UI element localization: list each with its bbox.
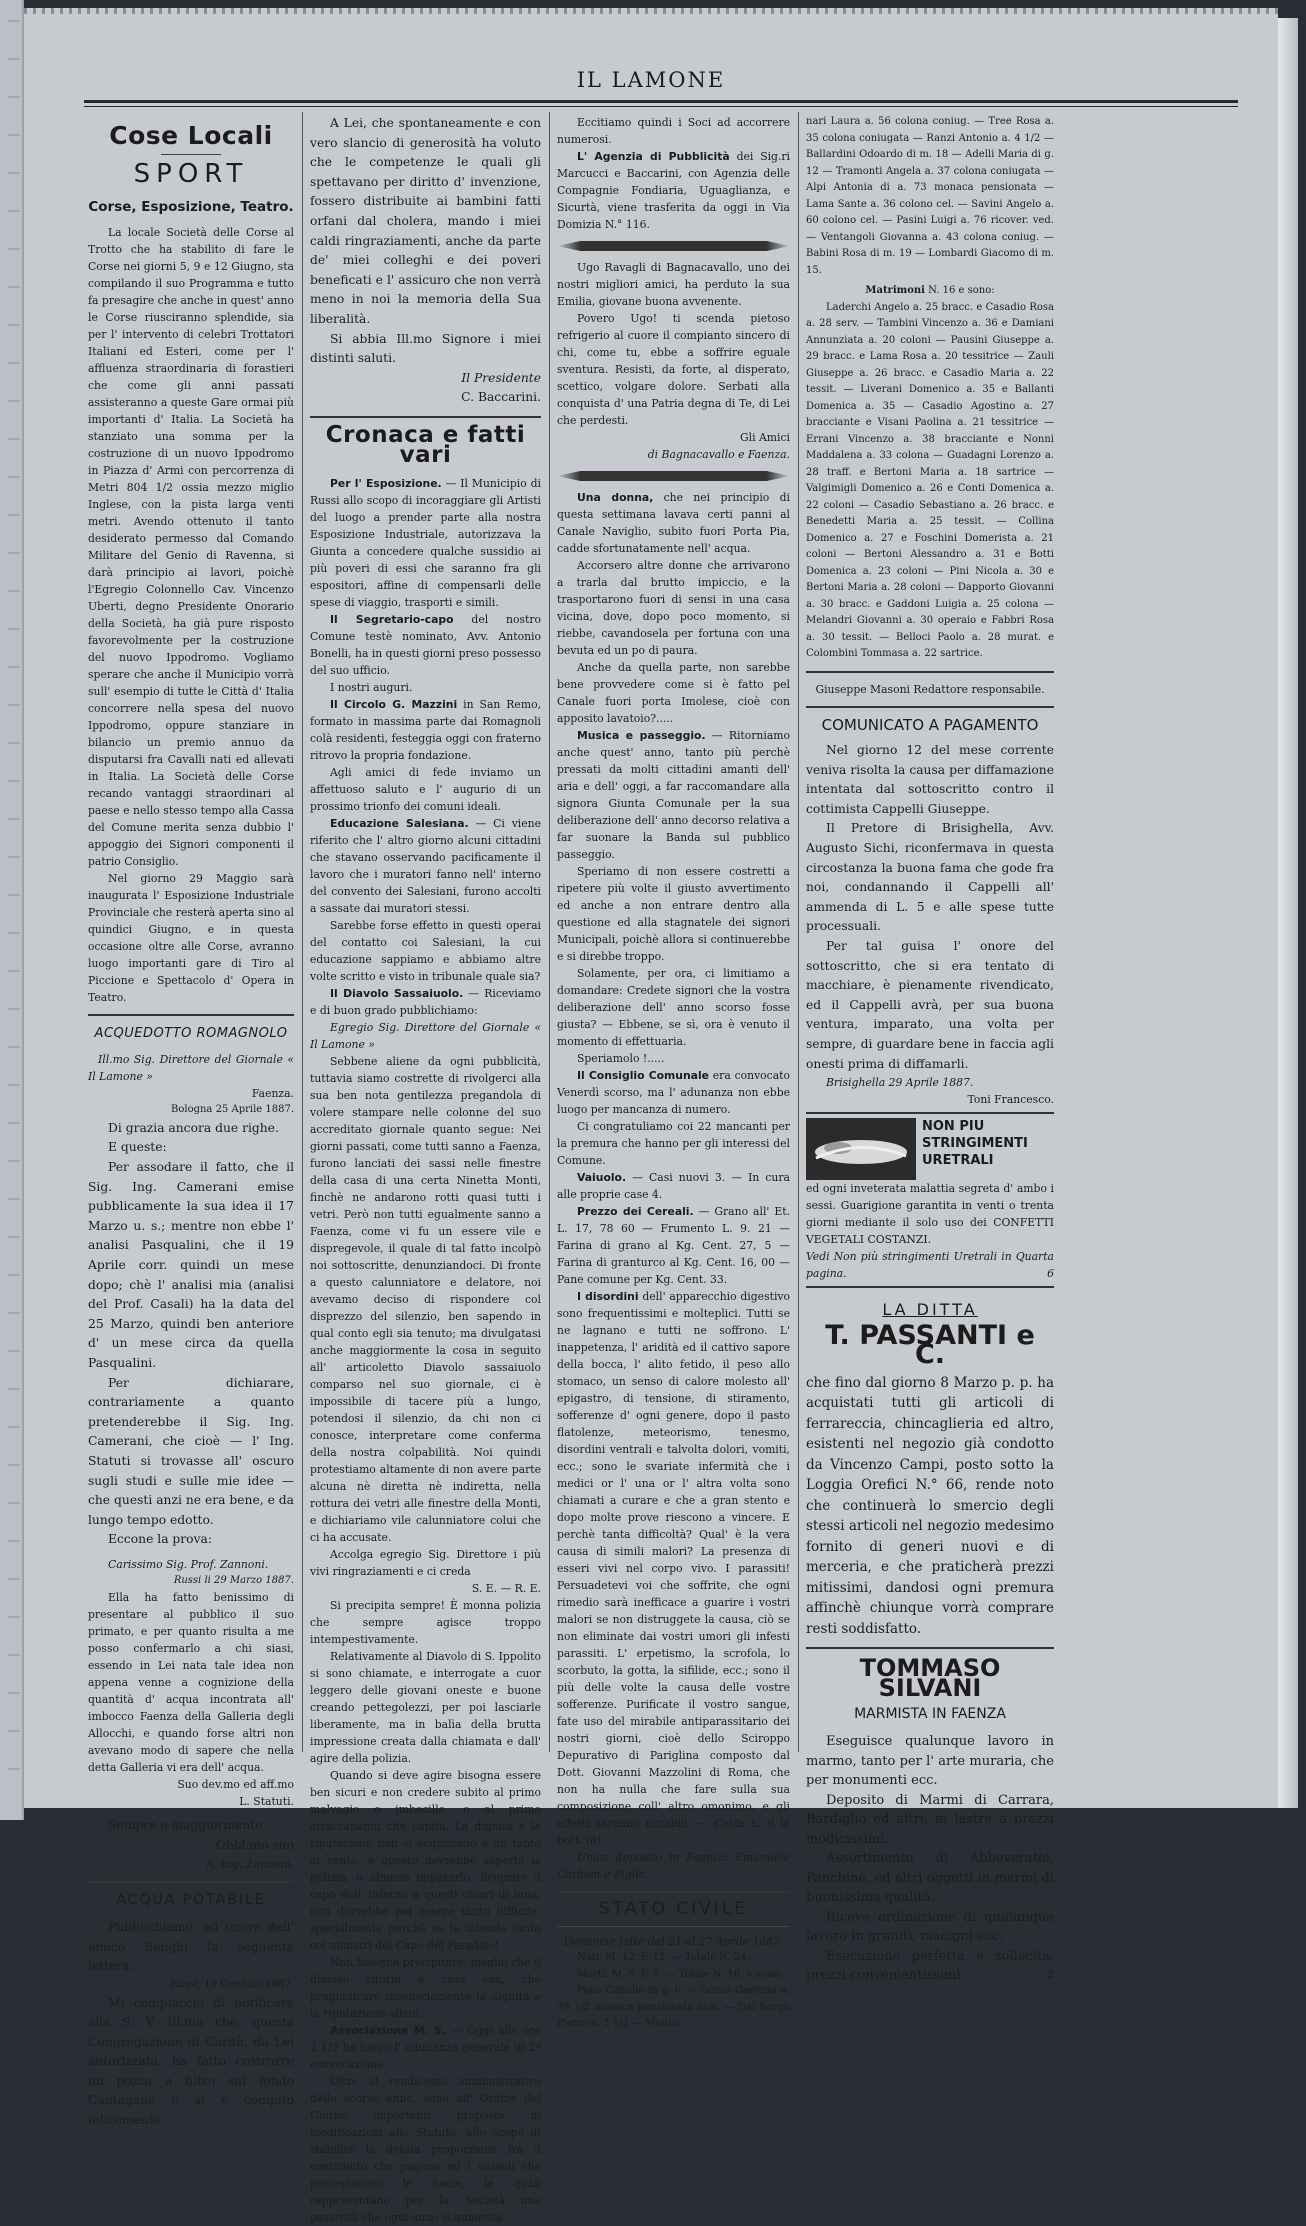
letter-salutation: Egregio Sig. Direttore del Giornale « Il Lamone » [310,1021,541,1052]
acquedotto-paragraph: E queste: [108,1140,167,1155]
stato-civile-title: STATO CIVILE [598,1899,749,1919]
news-item [557,1067,790,1118]
column-divider [302,112,303,1752]
news-body: — Ci viene riferito che l' altro giorno alcuni cittadini che stavano osservando pacificamente il lavoro che i muratori fanno nell' interno del convento dei Salesiani, furono accolti a sassate dai muratori stessi. [310,817,541,916]
acqua-potabile-paragraph: Mi compiaccio di notificare alla S. V. Ill.ma che, questa Congregazione di Carità, da Lei autorizzata, ha fatto costrurre un pozzo a filtro sul fondo Cantagallo e si è compito felicemente. [88,1995,294,2128]
news-lead: Associazione M. S. [330,2024,446,2038]
news-lead: L' Agenzia di Pubblicità [577,150,730,163]
silvani-paragraph: Assortimento di Abbeveratoi, Panchine, ed altri oggetti in marmi di buonissima qualità. [806,1851,1054,1906]
news-item [557,727,790,863]
comunicato-title: COMUNICATO A PAGAMENTO [821,715,1039,734]
header-rule-thin [84,106,1238,107]
divider [557,1926,790,1927]
divider [161,154,221,155]
previous-page-edge [0,0,24,1820]
news-lead: Per l' Esposizione. [330,477,442,491]
page-binding-marks [8,20,20,1800]
letter-close: Suo dev.mo ed aff.mo [177,1778,294,1792]
obituary-signature: Gli Amici [740,431,790,444]
news-body: Sarebbe forse effetto in questi operai del contatto coi Salesiani, la cui educazione sappiamo e abbiamo altre volte scritto e visto in tribunale quale sia? [310,919,541,984]
news-lead: Una donna, [577,491,654,504]
marriages-count: N. 16 e sono: [928,285,995,296]
letter-signer-name: C. Baccarini. [461,390,541,405]
news-item [557,1169,790,1203]
illustration-figure-icon [806,1118,916,1180]
acquedotto-paragraph: Per dichiarare, contrariamente a quanto pretenderebbe il Sig. Ing. Camerani, che cioè — l' Ing. Statuti si trovasse all' oscuro sugli studi e sulle mie idee — che questi anzi ne era bene, e da lungo tempo edotto. [88,1375,294,1527]
header-rule [84,100,1238,103]
news-lead: Il Diavolo Sassaiuolo. [330,987,464,1001]
letter-signer-title: Il Presidente [461,370,541,385]
column-2 [310,114,541,2225]
passanti-body: che fino dal giorno 8 Marzo p. p. ha acquistati tutti gli articoli di ferrareccia, chincaglieria ed altro, esistenti nel negozio già condotto da Vincenzo Campi, posto sotto la Loggia Orefici N.° 66, rende noto che continuerà lo smercio degli stessi articoli nel negozio medesimo fornito di generi nuovi e di merceria, e che praticherà prezzi mitissimi, dandosi ogni premura affinchè chiunque vorrà comprare resti soddisfatto. [806,1374,1054,1637]
passanti-name: T. PASSANTI e C. [825,1319,1035,1371]
news-body: — Oggi alle ore 2 1/2 ha luogo l' adunanza generale di 2ª convocazione. [310,2024,541,2072]
sport-paragraph: Nel giorno 29 Maggio sarà inaugurata l' Esposizione Industriale Provinciale che resterà aperta sino al quindici Giugno, e in questa occasione oltre alle Corse, avranno luogo importanti gare di Tiro al Piccione e Spettacolo d' Opera in Teatro. [88,871,294,1004]
news-body: Quando si deve agire bisogna essere ben sicuri e non credere subito al primo malvagio o imbecille, o al primo attaccapanni che capita. La dignità e la riputazione non si acquistano a un tanto al cento, e questo dovrebbe saperlo la polizia, o almeno impararlo. Scoprire il capo dell' inferno a questi chiari di luna, non dovrebbe poi essere tanto difficile, specialmente perchè se la intende tanto coi ministri del Capo del Paradiso! [310,1769,541,1953]
obituary-paragraph: Ugo Ravagli di Bagnacavallo, uno dei nostri migliori amici, ha perduto la sua Emilia, giovane buona avvenente. [557,261,790,308]
news-body: che nei principio di questa settimana lavava certi panni al Canale Naviglio, subito fuori Porta Pia, cadde sfortunatamente nell' acqua. [557,491,790,555]
silvani-subtitle: MARMISTA IN FAENZA [854,1705,1006,1722]
acquedotto-signature: A. Ing. Zannoni. [206,1857,294,1871]
news-body: in San Remo, formato in massima parte dai Romagnoli colà residenti, festeggia oggi con fraterno ritrovo la propria fondazione. [310,698,541,763]
news-item [310,985,541,1019]
acquedotto-paragraph: Di grazia ancora due righe. [108,1120,279,1135]
acquedotto-title: ACQUEDOTTO ROMAGNOLO [94,1025,288,1041]
letter-date: Russi li 29 Marzo 1887. [173,1574,294,1586]
letter-continuation: Si abbia Ill.mo Signore i miei distinti saluti. [310,331,541,366]
comunicato-paragraph: Nel giorno 12 del mese corrente veniva risolta la causa per diffamazione intentata dal sottoscritto contro il cottimista Cappelli Giuseppe. [806,743,1054,816]
column-divider [798,112,799,1752]
news-body: Agli amici di fede inviamo un affettuoso saluto e l' augurio di un prossimo trionfo dei comuni ideali. [310,766,541,814]
ad-body: ed ogni inveterata malattia segreta d' ambo i sessi. Guarigione garantita in venti o trenta giorni mediante il solo uso dei CONFETTI VEGETALI COSTANZI. [806,1182,1054,1247]
acqua-potabile-title: ACQUA POTABILE [116,1891,266,1908]
news-body: — Casi nuovi 3. — In cura alle proprie case 4. [557,1171,790,1201]
divider [806,706,1054,708]
news-lead: Il Circolo G. Mazzini [330,698,458,712]
sport-subtitle: Corse, Esposizione, Teatro. [88,199,294,216]
news-item [557,1203,790,1288]
ditta-label: LA DITTA [882,1300,978,1320]
news-lead: Il Consiglio Comunale [577,1069,709,1082]
stato-civile-births: Nati. M. 12. F. 12. — Totale N. 24. [577,1952,750,1963]
comunicato-paragraph: Per tal guisa l' onore del sottoscritto, che si era tentato di macchiare, è pienamente rivendicato, ed il Cappelli avrà, per sua buona ventura, imparato, una volta per sempre, di guardare bene in faccia agli onesti prima di diffamarli. [806,939,1054,1071]
obituary-paragraph: Povero Ugo! ti scenda pietoso refrigerio al cuore il compianto sincero di chi, come tu, ebbe a soffrire eguale sventura. Resisti, da forte, al disperato, scettico, volgare dolore. Serbati alla conquista d' una Patria degna di Te, di Lei che perdesti. [557,312,790,427]
acquedotto-close: Obbl.mo suo [215,1838,294,1853]
news-body: Speriamo di non essere costretti a ripetere più volte il giusto avvertimento ed anche a non entrare dentro alla questione ed alla stagnatele dei signori Municipali, poichè allora si continuerebbe e si direbbe troppo. [557,865,790,963]
acquedotto-place: Faenza. [251,1087,294,1101]
news-item [310,611,541,679]
news-body: Anche da quella parte, non sarebbe bene provvedere come si è fatto pel Canale fuori porta Imolese, cioè con apposito lavatoio?..... [557,661,790,725]
news-item [557,1288,790,1849]
ornamental-divider [557,471,790,481]
divider [310,416,541,418]
letter-salutation: Carissimo Sig. Prof. Zannoni. [108,1557,269,1571]
news-body: dei Sig.ri Marcucci e Baccarini, con Agenzia delle Compagnie Fondiaria, Uguaglianza, e Sicurtà, viene trasferita da oggi in Via Domizia N.° 116. [557,150,791,231]
obituary-signature: di Bagnacavallo e Faenza. [647,448,790,461]
news-item [557,148,790,233]
news-body: — Grano all' Et. L. 17, 78 60 — Frumento L. 9. 21 — Farina di grano al Kg. Cent. 27, 5 — Farina di granturco al Kg. Cent. 16, 00 — Pane comune per Kg. Cent. 33. [557,1205,791,1286]
silvani-name: TOMMASO SILVANI [859,1654,1001,1703]
ad-number: 6 [1047,1267,1054,1281]
divider [806,671,1054,673]
acqua-potabile-date: Russi, 19 Gennaio 1887. [170,1979,294,1990]
news-body: Solamente, per ora, ci limitiamo a domandare: Credete signori che la vostra deliberazione dell' anno scorso fosse giusta? — Ebbene, se sì, ora è venuto il momento di effettuaria. [557,967,790,1048]
news-body: era convocato Venerdì scorso, ma l' adunanza non ebbe luogo per mancanza di numero. [557,1069,790,1116]
news-item [310,2022,541,2073]
deposit-note: Unico deposito in Faenza: Emanuele Carboni e Figlio. [557,1851,790,1881]
news-item [557,489,790,557]
news-item [310,696,541,764]
advertisement-confetti [806,1112,1054,1288]
news-body: Relativamente al Diavolo di S. Ippolito si sono chiamate, e interrogate a cuor leggero delle giovani oneste e buone creando pettegolezzi, per poi lasciarle liberamente, ma in balìa della brutta impressione creata dalla chiamata e dall' agire della polizia. [310,1650,541,1766]
news-lead: Vaiuolo. [577,1171,627,1184]
editor-credit: Giuseppe Masoni Redattore responsabile. [815,682,1045,696]
stato-civile-list: Papa Camillo di g. 6 — Taroni Gaetana a. 78 1/2 monaca pensionata nub. — Dal Borgo Pietro a. 3 1/2 — Monta- [557,1985,790,2029]
letter-continuation: A Lei, che spontaneamente e con vero slancio di generosità ha voluto che le competenze le quali gli spettavano per diritto d' invenzione, fossero distribuite ai bambini fatti orfani dal cholera, mando i miei caldi ringraziamenti, anche da parte de' miei colleghi e dei poveri beneficati e l' assicuro che non verrà meno in noi la memoria della Sua liberalità. [310,116,541,326]
ornamental-divider [557,241,790,251]
news-body: Non bisogna precipitare: meglio che il diavolo ritorni a casa sua, che pregiudicare inconsciamente la dignità e la riputazione altrui. [310,1956,541,2021]
news-body: Oltre al rendiconto amministrativo dello scorso anno, sono all' Ordine del Giorno importanti proposte di modificazioni allo Statuto, allo scopo di stabilire la debita proporzione fra il contributo che pagano ed i sussidi che percepiscono le Socie, le quali rappresentano per la Società una passività che ogni anno si aumenta. [310,2075,541,2225]
acquedotto-paragraph: Per assodare il fatto, che il Sig. Ing. Camerani emise pubblicamente la sua idea il 17 Marzo u. s.; mentre non ebbe l' analisi Pasqualini, che il 19 Aprile corr. quindi un mese dopo; chè l' analisi mia (analisi del Prof. Casali) ha la data del 25 Marzo, quindi ben anteriore d' un mese circa da quella Pasqualini. [88,1160,294,1370]
silvani-paragraph: Riceve ordinazione di qualunque lavoro in graniti, macigni ecc. [806,1909,1054,1945]
ad-footnote: Vedi Non più stringimenti Uretrali in Quarta pagina. [806,1250,1054,1281]
news-body: — Riceviamo e di buon grado pubblichiamo: [310,987,541,1018]
sport-paragraph: La locale Società delle Corse al Trotto che ha stabilito di fare le Corse nei giorni 5, 9 e 12 Giugno, sta compilando il suo Programma e tutto fa presagire che anche in quest' anno le Corse riusciranno splendide, sia per l' intervento di celebri Trottatori Italiani ed Esteri, come per l' affluenza straordinaria di forastieri che come gli anni passati assisteranno a queste Gare ormai più importanti d' Italia. La Società ha stanziato una somma per la costruzione di un nuovo Ippodromo in Piazza d' Armi con percorrenza di Metri 804 1/2 ossia mezzo miglio Inglese, con la pista larga venti metri. Avendo ottenuto il tanto desiderato permesso dal Comando Militare del Genio di Ravenna, si darà principio ai lavori, poichè l'Egregio Colonnello Cav. Vincenzo Uberti, degno Presidente Onorario della Società, ha già pure rispostо favorevolmente per la costruzione del nuovo Ippodromo. Vogliamo sperare che anche il Municipio vorrà sull' esempio di tutte le Città d' Italia concorrere nella spesa del nuovo Ippodromo, oppure stanziare in bilancio un premio annuo da disputarsi fra Cavalli nati ed allevati in Italia. La Società delle Corse recando vantaggi straordinari al paese e nello stesso tempo alla Cassa del Comune merita senza dubbio l' appoggio dei Signori componenti il patrio Consiglio. [88,225,294,868]
column-divider [549,112,550,1752]
news-body: — Il Municipio di Russi allo scopo di incoraggiare gli Artisti del luogo a prender parte alla nostra Esposizione Industriale, autorizzava la Giunta a concedere qualche sussidio ai più poveri di essi che saranno fra gli espositori, affine di compensarli delle spese di viaggio, trasporti e simili. [310,477,541,610]
stato-civile-subtitle: Denuncie fatte dal 21 al 27 Aprile 1887. [563,1935,784,1948]
news-body: del nostro Comune testè nominato, Avv. Antonio Bonelli, ha in questi giorni preso possesso del suo ufficio. [310,613,541,678]
column-4 [806,114,1054,1984]
divider [88,1881,294,1883]
stato-civile-deaths: Morti. M. S. F. 8. — Totale N. 16, e sono: [577,1968,783,1980]
marriages-list: Laderchi Angelo a. 25 bracc. e Casadio Rosa a. 28 serv. — Tambini Vincenzo a. 36 e Damiani Annunziata a. 20 coloni — Pausini Giuseppe a. 29 bracc. e Lama Rosa a. 20 tessitrice — Zauli Giuseppe a. 26 bracc. e Casadio Maria a. 22 tessit. — Liverani Domenico a. 35 e Ballanti Domenica a. 35 — Casadio Agostino a. 27 bracciante e Visani Paolina a. 21 tessitrice — Errani Vincenzo a. 38 bracciante e Nonni Maddalena a. 33 colona — Guadagni Lorenzo a. 28 traff. e Bertoni Maria a. 18 sartrice — Valgimigli Domenico a. 26 e Conti Domenica a. 22 coloni — Casadio Sebastiano a. 26 bracc. e Benedetti Maria a. 25 tessit. — Collina Domenico a. 27 e Foschini Domerista a. 21 coloni — Bertoni Alessandro a. 31 e Botti Domenica a. 23 coloni — Pini Nicola a. 30 e Bertoni Maria a. 28 coloni — Dapporto Giovanni a. 30 bracc. e Gaddoni Luigia a. 25 colona — Melandri Giovanni a. 30 operaio e Fabbri Rosa a. 30 tessit. — Belloci Paolo a. 28 murat. e Colombini Tommasa a. 22 sartrice. [806,301,1054,659]
divider [806,1647,1054,1649]
letter-signature: S. E. — R. E. [471,1582,541,1596]
section-title-cronaca: Cronaca e fatti vari [325,421,526,468]
news-lead: Educazione Salesiana. [330,817,469,831]
news-lead: Il Segretario-capo [330,613,454,627]
news-body: Speriamolo !..... [577,1052,665,1065]
news-body: I nostri auguri. [330,681,413,695]
divider [557,1891,790,1893]
letter-body: Ella ha fatto benissimo di presentare al pubblico il suo primato, e per quanto risulta a me posso confermarlo a chi siasi, essendo in Lei nata tale idea non appena venne a cognizione della quantità d' acqua incontrata all' imbocco Faenza della Galleria degli Allocchi, e quando forse altri non avevano modo di sapere che nella detta Galleria vi era dell' acqua. [88,1591,294,1775]
news-lead: Prezzo dei Cereali. [577,1205,694,1218]
news-body: Sebbene aliene da ogni pubblicità, tuttavia siamo costrette di rivolgerci alla sua ben nota gentilezza pregandola di volere stampare nelle colonne del suo accreditato giornale quanto segue: Nei giorni passati, come tutti sanno a Faenza, furono lanciati dei sassi nelle finestre della casa di una certa Ninetta Monti, finchè ne andarono rotti quasi tutti i vetri. Però non tutti egualmente sanno a Faenza, come vi fu un essere vile e dispregevole, il quale di tal fatto incolpò noi sottoscritte, denunziandoci. Di fronte a questo calunniatore e delatore, noi avevamo deciso di rispondere col disprezzo del silenzio, ben sapendo in qual conto egli sia tenuto; ma divulgatasi anche maggiormente la cosa in seguito all' articoletto Diavolo sassaiuolo comparso nel suo giornale, ci è impossibile di tacere più a lungo, potendosi il silenzio, da chi non ci conosce, interpretare come conferma della nostra colpabilità. Noi quindi protestiamo altamente di non avere parte alcuna nè diretta nè indiretta, nella rottura dei vetri alle finestre della Monti, e dichiariamo vile calunniatore colui che ci ha accusate. [310,1055,541,1545]
news-lead: Musica e passeggio. [577,729,706,742]
acquedotto-paragraph: Eccone la prova: [108,1532,213,1547]
news-body: Ci congratuliamo coi 22 mancanti per la premura che hanno per gli interessi del Comune. [557,1120,790,1167]
news-body: Accolga egregio Sig. Direttore i più vivi ringraziamenti e ci creda [310,1548,541,1579]
ad-number: 2 [1047,1970,1054,1982]
acquedotto-salutation: Ill.mo Sig. Direttore del Giornale « Il Lamone » [88,1053,294,1084]
column-1 [88,114,294,2128]
comunicato-signature: Toni Francesco. [967,1093,1054,1107]
divider [88,1014,294,1016]
news-item [310,475,541,611]
news-body: dell' apparecchio digestivo sono frequentissimi e molteplici. Tutti se ne lagnano e tutti ne soffrono. L' inappetenza, l' aridità ed il cattivo sapore della bocca, l' alito fetido, il peso allo stomaco, un senso di calore molesto all' epigastro, di tensione, di stiramento, sofferenze d' ogni genere, dopo il pasto flatolenze, meteorismo, tenesmo, disordini ventrali e talvolta dolori, vomiti, ecc.; sono le svariate infermità che i medici or l' una or l' altra volta sono chiamati a curare e che a gran stento e dopo molte prove riescono a vincere. E perchè tanta difficoltà? Qual' è la vera causa di simili malori? La presenza di esseri vivi nel corpo vivo. I parassiti! Persuadetevi voi che soffrite, che ogni rimedio sarà inefficace a guarire i vostri malori se non distruggete la causa, ciò se non eliminate dai vostri umori gli infesti parassiti. L' erpetismo, la scrofola, lo scorbuto, la gotta, la sifilide, ecc.; sono il più delle volte la causa delle vostre sofferenze. Purificate il vostro sangue, fate uso del mirabile antiparassitario dei nostri giorni, cioè dello Sciroppo Depurativo di Pariglina composto dal Dott. Giovanni Mazzolini di Roma, che non ha nulla che fare sulla sua composizione coll' altro omonimo, e gli effetti saranno mirabili. — Costa L. 9 la bott. [557,1290,790,1847]
news-body: Accorsero altre donne che arrivarono a trarla dal brutto impiccio, e la trasportarono fuori di sensi in una casa vicina, dove, dopo poco momento, si riebbe, cavandosela per fortuna con una bevuta ed un po di paura. [557,559,790,657]
acquedotto-date: Bologna 25 Aprile 1887. [171,1104,294,1116]
acquedotto-close: Sempre e maggiormente [108,1818,263,1833]
comunicato-date: Brisighella 29 Aprile 1887. [826,1076,974,1090]
section-title-cose-locali: Cose Locali [109,121,273,150]
news-body: — Ritorniamo anche quest' anno, tanto più perchè pressati da molti cittadini amanti dell' aria e dell' oggi, a far raccomandare alla signora Giunta Comunale per la sua deliberazione dell' anno decorso relativa a far suonare la Banda sul pubblico passeggio. [557,729,790,861]
column-3 [557,114,791,2029]
page-header: IL LAMONE [576,68,726,92]
silvani-paragraph: Esecuzione perfetta e sollecita, prezzi convenientissimi. [806,1948,1054,1984]
ad-number: (8) [585,1834,602,1847]
silvani-paragraph: Eseguisce qualunque lavoro in marmo, tanto per l' arte muraria, che per monumenti ecc. [806,1734,1054,1789]
news-body: Si precipita sempre! È monna polizia che sempre agisce troppo intempestivamente. [310,1599,541,1647]
ad-headline: NON PIU STRINGIMENTI URETRALI [922,1119,1028,1169]
newspaper-page [24,8,1278,2225]
deaths-list-continued: nari Laura a. 56 colona coniug. — Tree Rosa a. 35 colona coniugata — Ranzi Antonio a. 4 1/2 — Ballardini Odoardo di m. 18 — Adelli Maria di g. 12 — Tramonti Angela a. 37 colona coniugata — Alpi Antonia di a. 73 monaca pensionata — Lama Sante a. 36 colono cel. — Savini Angelo a. 60 colono cel. — Pasini Luigi a. 76 ricover. ved. — Ventangoli Giovanna a. 43 colona coniug. — Babini Rosa di m. 19 — Lombardi Giacomo di m. 15. [806,116,1054,276]
news-body: Eccitiamo quindi i Soci ad accorrere numerosi. [557,116,790,146]
news-lead: I disordini [577,1290,639,1303]
comunicato-paragraph: Il Pretore di Brisighella, Avv. Augusto Sichi, riconfermava in questa circostanza la buona fama che gode fra noi, condannando il Cappelli all' ammenda di L. 5 e alle spese tutte processuali. [806,821,1054,934]
silvani-paragraph: Deposito di Marmi di Carrara, Bardiglio ed altri, in lastre a prezzi modicissimi. [806,1792,1054,1847]
marriages-heading: Matrimoni [865,285,925,296]
sport-heading: SPORT [133,158,249,189]
acqua-potabile-paragraph: Pubblichiamo, ad onore dell' amico Benghi la seguente lettera: [88,1920,294,1974]
letter-signature: L. Statuti. [239,1795,294,1809]
news-item [310,815,541,917]
